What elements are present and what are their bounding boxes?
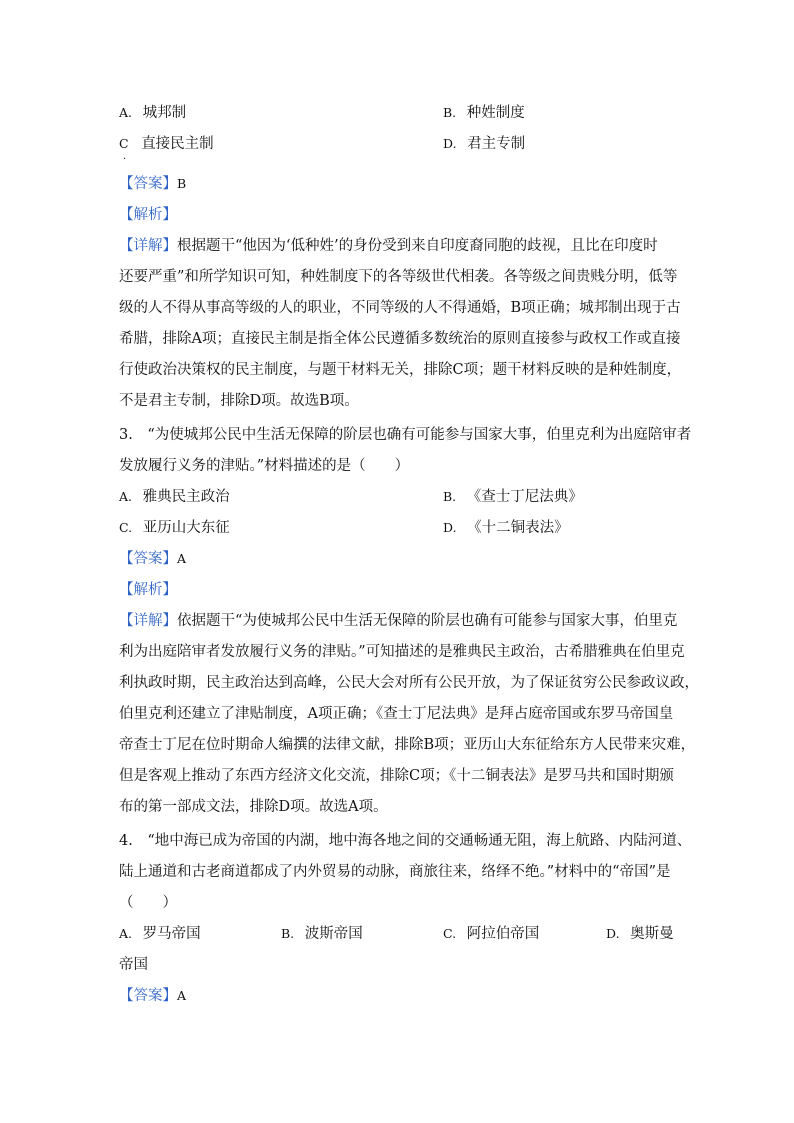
q2-option-b-letter: B. [443,105,457,120]
q4-option-a-letter: A. [119,926,133,941]
q3-analysis-tag: 【解析】 [119,582,177,598]
q3-option-b [443,487,583,507]
q2-option-b [443,103,525,123]
q3-option-a [119,487,230,507]
q4-option-d-text: 奥斯曼 [630,926,674,942]
q2-detail-line: 根据题干“他因为‘低种姓’的身份受到来自印度裔同胞的歧视，且比在印度时 [177,238,658,254]
q2-detail-line: 还要严重”和所学知识可知，种姓制度下的各等级世代相袭。各等级之间贵贱分明，低等 [119,269,678,285]
q2-analysis-heading [119,205,177,225]
q4-option-a [119,924,201,944]
q3-stem-line: 发放履行义务的津贴。”材料描述的是（ ） [119,458,410,474]
q4-option-c-letter: C. [443,926,457,941]
q2-detail-tag: 【详解】 [119,238,177,254]
q3-detail-tag: 【详解】 [119,613,177,629]
q3-option-a-letter: A. [119,489,133,504]
q4-option-d-letter: D. [606,926,620,941]
q3-option-d-letter: D. [443,520,457,535]
q4-option-d [606,924,674,944]
q3-detail-line: 帝查士丁尼在位时期命人编撰的法律文献，排除B项；亚历山大东征给东方人民带来灾难， [119,737,696,753]
q3-detail-paragraph [119,611,699,828]
q3-detail-line: 伯里克利还建立了津贴制度，A项正确；《查士丁尼法典》是拜占庭帝国或东罗马帝国皇 [119,706,674,722]
q2-option-d [443,134,525,154]
q2-detail-line: 希腊，排除A项；直接民主制是指全体公民遵循多数统治的原则直接参与政权工作或直接 [119,331,681,347]
q3-option-c [119,518,230,538]
q4-option-b-letter: B. [281,926,295,941]
q3-analysis-heading [119,580,177,600]
q3-stem [119,425,692,487]
q2-option-d-text: 君主专制 [467,136,526,152]
q2-detail-line: 行使政治决策权的民主制度，与题干材料无关，排除C项；题干材料反映的是种姓制度， [119,362,682,378]
q3-detail-line: 依据题干“为使城邦公民中生活无保障的阶层也确有可能参与国家大事，伯里克 [177,613,678,629]
q4-option-c [443,924,539,944]
q2-answer-value: B [177,176,187,191]
q3-detail-line: 但是客观上推动了东西方经济文化交流，排除C项；《十二铜表法》是罗马共和国时期颁 [119,768,674,784]
q3-answer-tag: 【答案】 [119,551,177,567]
q4-option-d-continuation: 帝国 [119,957,148,973]
q2-option-c-letter: C [119,136,129,151]
q4-option-b [281,924,363,944]
q2-option-c [119,134,214,154]
q4-answer [119,986,186,1006]
q4-option-a-text: 罗马帝国 [142,926,201,942]
q2-analysis-tag: 【解析】 [119,207,177,223]
q3-detail-line: 利执政时期，民主政治达到高峰，公民大会对所有公民开放，为了保证贫穷公民参政议政， [119,675,699,691]
q2-option-d-letter: D. [443,136,457,151]
q2-option-c-text: 直接民主制 [141,136,214,152]
stray-dot: · [123,154,127,165]
q3-answer [119,549,186,569]
q4-stem-line: 陆上通道和古老商道都成了内外贸易的动脉，商旅往来，络绎不绝。”材料中的“帝国”是 [119,864,671,880]
q2-detail-line: 级的人不得从事高等级的人的职业，不同等级的人不得通婚，B项正确；城邦制出现于古 [119,300,681,316]
q3-option-c-letter: C. [119,520,133,535]
q4-stem-line: 4. “地中海已成为帝国的内湖，地中海各地之间的交通畅通无阻，海上航路、内陆河道、 [119,833,692,849]
q4-stem [119,831,692,924]
q3-option-b-text: 《查士丁尼法典》 [466,489,583,505]
q4-answer-value: A [177,988,187,1003]
q4-option-b-text: 波斯帝国 [304,926,363,942]
q4-stem-line: （ ） [119,895,177,911]
q3-option-a-text: 雅典民主政治 [142,489,230,505]
q3-answer-value: A [177,551,187,566]
q3-detail-line: 利为出庭陪审者发放履行义务的津贴。”可知描述的是雅典民主政治，古希腊雅典在伯里克 [119,644,685,660]
q2-answer-tag: 【答案】 [119,176,177,192]
q2-answer [119,174,186,194]
q3-option-c-text: 亚历山大东征 [142,520,230,536]
q4-option-c-text: 阿拉伯帝国 [466,926,540,942]
q3-detail-line: 布的第一部成文法，排除D项。故选A项。 [119,799,388,815]
q2-option-a [119,103,186,123]
q2-option-a-letter: A. [119,105,133,120]
q2-detail-paragraph [119,236,682,422]
q2-option-b-text: 种姓制度 [466,105,525,121]
q2-detail-line: 不是君主专制，排除D项。故选B项。 [119,393,359,409]
q3-option-d [443,518,569,538]
q4-answer-tag: 【答案】 [119,988,177,1004]
q3-option-b-letter: B. [443,489,457,504]
q2-option-a-text: 城邦制 [142,105,187,121]
q3-stem-line: 3. “为使城邦公民中生活无保障的阶层也确有可能参与国家大事，伯里克利为出庭陪审者 [119,427,692,443]
q3-option-d-text: 《十二铜表法》 [467,520,569,536]
